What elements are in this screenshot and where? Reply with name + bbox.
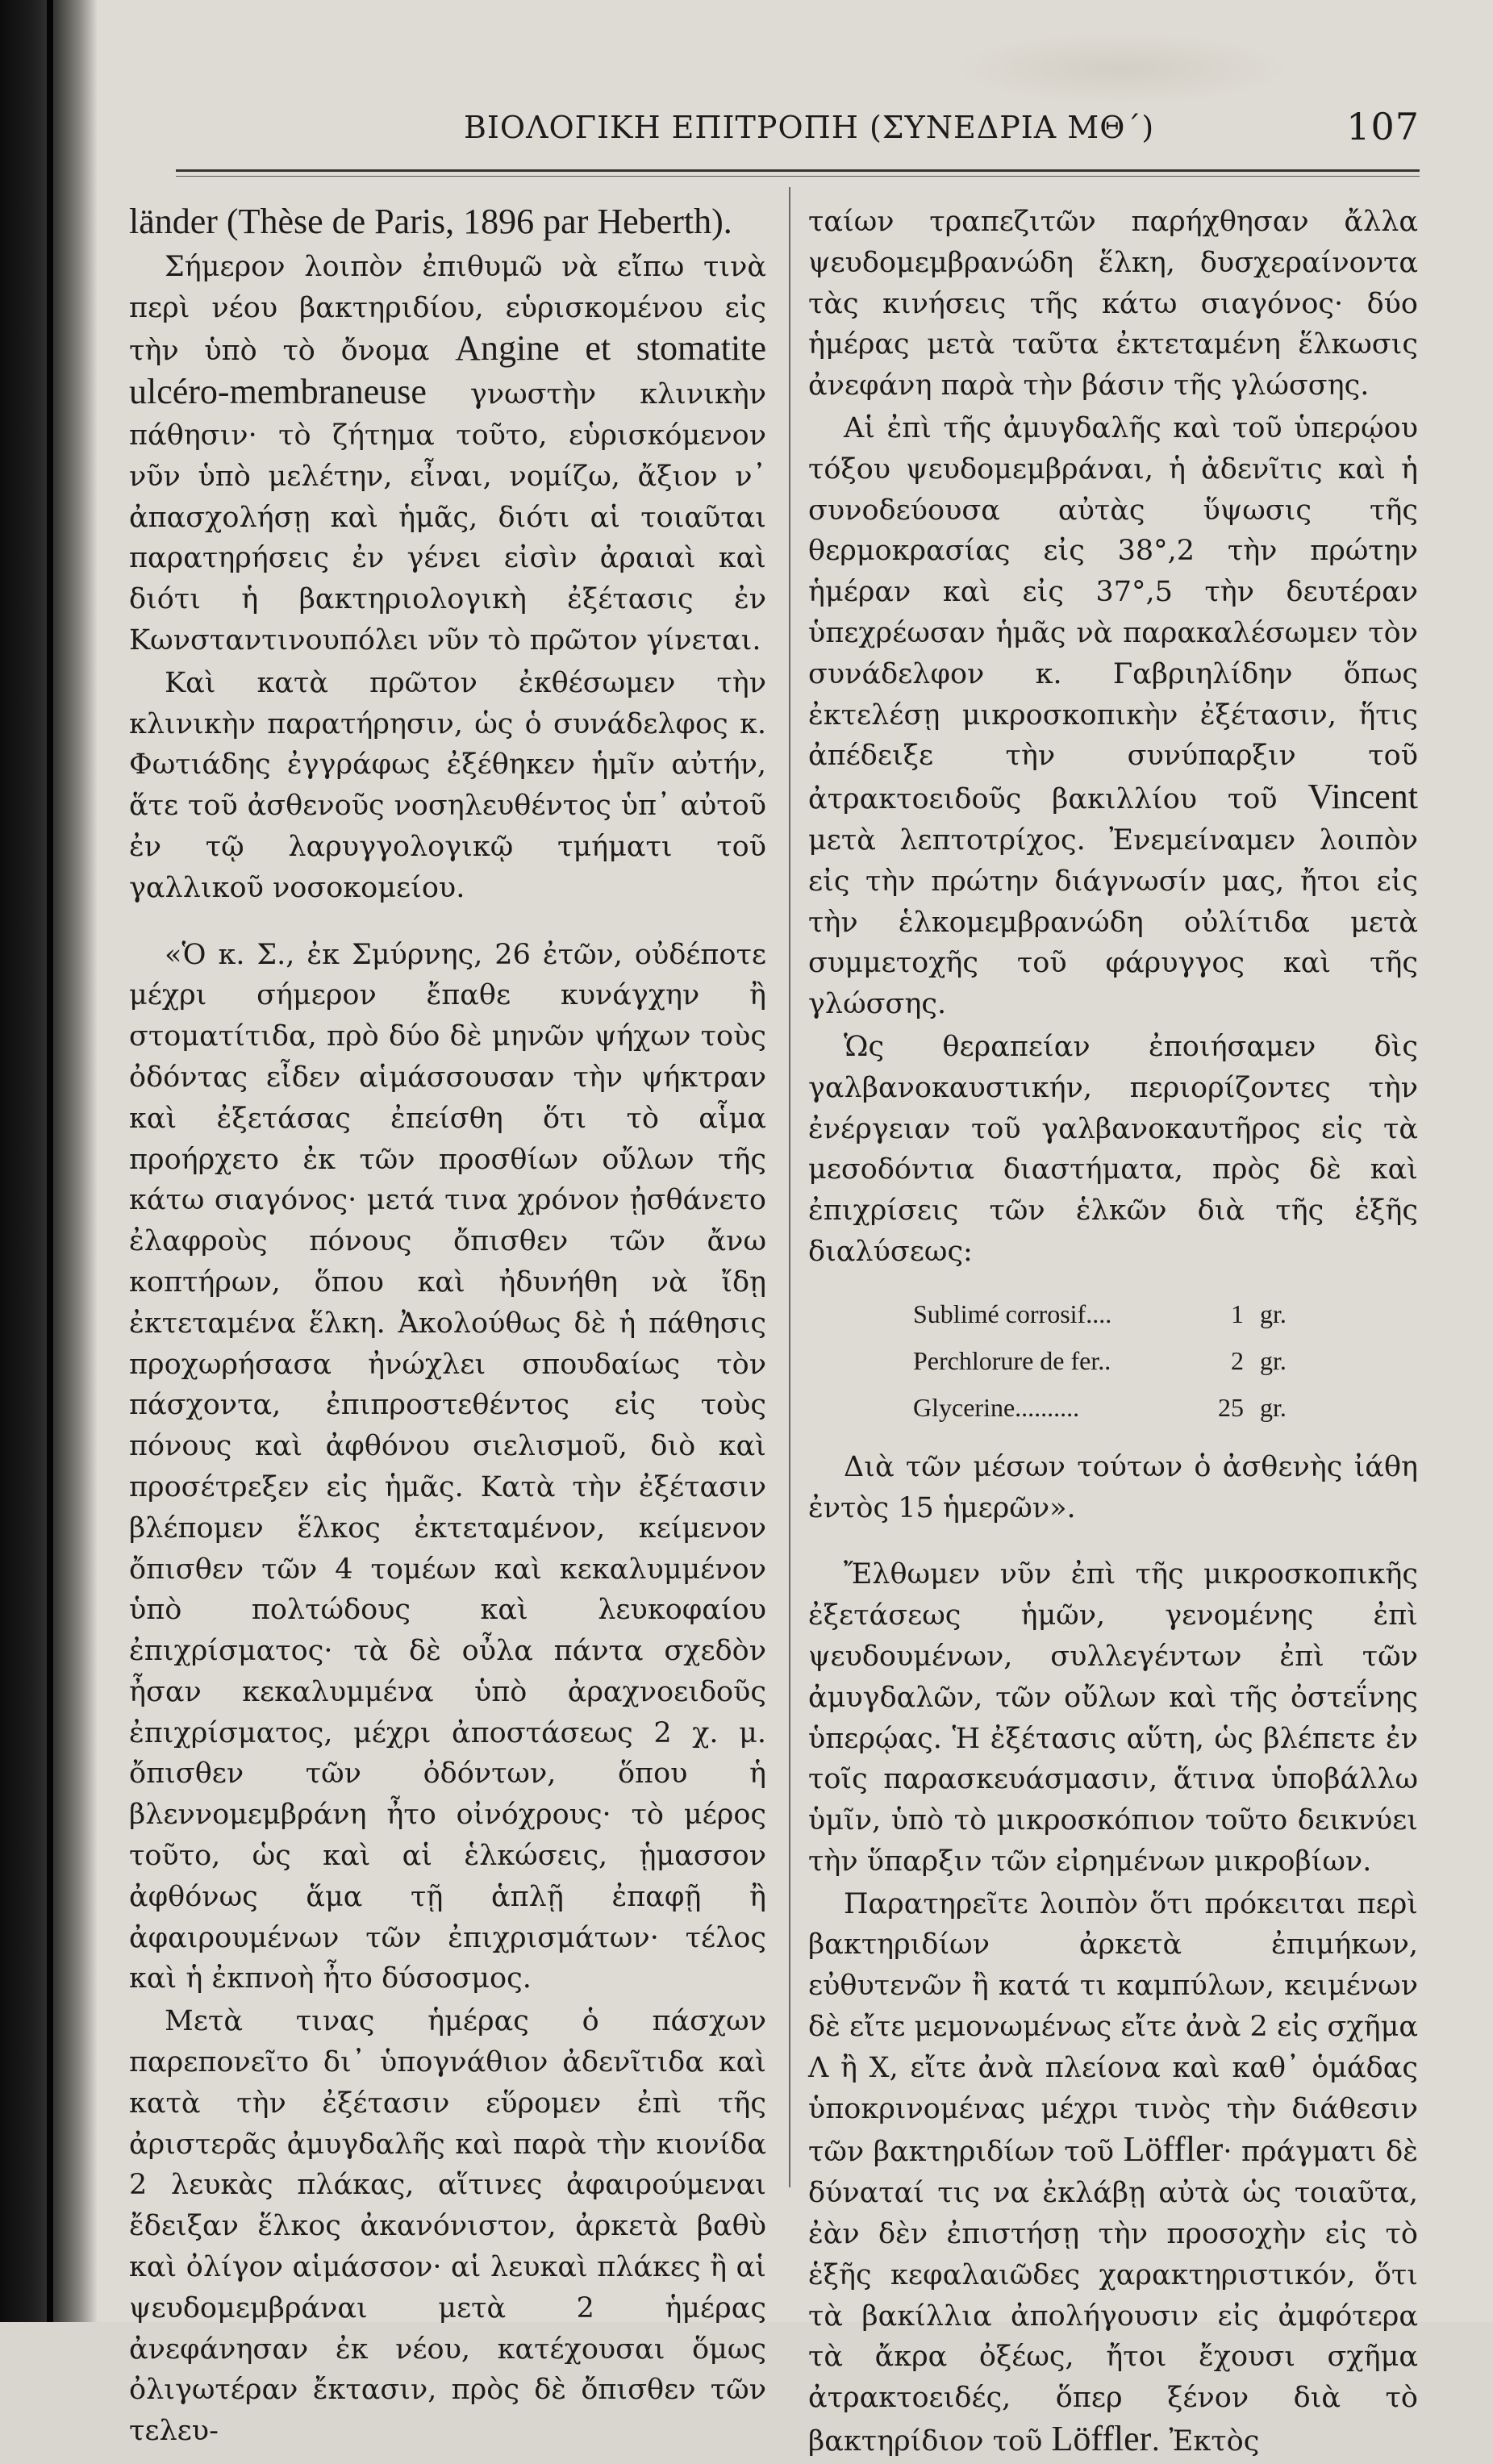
ingredient-unit: gr. <box>1260 1299 1287 1328</box>
ingredient-quantity: 2 <box>1231 1345 1244 1375</box>
text-run: μετὰ λεπτοτρίχος. Ἐνεμείναμεν λοιπὸν εἰς τὴν πρώτην διάγνωσίν μας, ἤτοι εἰς τὴν ἑλκομεμβρανώδη οὐλίτιδα μετὰ συμμετοχῆς τοῦ φάρυγγος καὶ τῆς γλώσσης. <box>808 823 1418 1021</box>
page-header <box>387 105 1420 158</box>
column-divider <box>789 187 790 2187</box>
formula-row <box>913 1384 1292 1431</box>
right-column <box>808 202 1418 2464</box>
paragraph <box>808 1884 1418 2462</box>
binding-spine <box>47 0 53 2322</box>
paragraph: Καὶ κατὰ πρῶτον ἐκθέσωμεν τὴν κλινικὴν παρατήρησιν, ὡς ὁ συνάδελφος κ. Φωτιάδης ἐγγράφως ἐξέθηκεν ἡμῖν αὐτήν, ἅτε τοῦ ἀσθενοῦς νοσηλευθέντος ὑπ᾿ αὐτοῦ ἐν τῷ λαρυγγολογικῷ τμήματι τοῦ γαλλικοῦ νοσοκομείου. <box>129 666 766 904</box>
latin-text: Löffler <box>1123 2129 1224 2170</box>
ingredient-quantity: 1 <box>1231 1299 1244 1328</box>
text-run: γνωστὴν κλινικὴν πάθησιν· τὸ ζήτημα τοῦτο, εὑρισκόμενον νῦν ὑπὸ μελέτην, εἶναι, νομίζω, ἄξιον ν᾿ ἀπασχολήσῃ καὶ ἡμᾶς, διότι αἱ τοιαῦται παρατηρήσεις ἐν γένει εἰσὶν ἀραιαὶ καὶ διότι ἡ βακτηριολογικὴ ἐξέτασις ἐν Κωνσταντινουπόλει νῦν τὸ πρῶτον γίνεται. <box>129 378 766 657</box>
formula-row <box>913 1290 1292 1337</box>
paragraph <box>129 202 766 245</box>
paragraph: ταίων τραπεζιτῶν παρήχθησαν ἄλλα ψευδομεμβρανώδη ἕλκη, δυσχεραίνοντα τὰς κινήσεις τῆς κάτω σιαγόνος· δύο ἡμέρας μετὰ ταῦτα ἐκτεταμένη ἕλκωσις ἀνεφάνη παρὰ τὴν βάσιν τῆς γλώσσης. <box>808 206 1418 402</box>
prescription-formula <box>808 1290 1418 1431</box>
ingredient-unit: gr. <box>1260 1345 1287 1375</box>
text-run: . Ἐκτὸς <box>1151 2425 1260 2458</box>
latin-text: Angine et stomatite ulcéro-membraneuse <box>129 328 766 412</box>
latin-text: Vincent <box>1307 777 1418 817</box>
paragraph: «Ὁ κ. Σ., ἐκ Σμύρνης, 26 ἐτῶν, οὐδέποτε μέχρι σήμερον ἔπαθε κυνάγχην ἢ στοματίτιδα, πρὸ δύο δὲ μηνῶν ψήχων τοὺς ὀδόντας εἶδεν αἱμάσσουσαν τὴν ψήκτραν καὶ ἐξετάσας ἐπείσθη ὅτι τὸ αἷμα προήρχετο ἐκ τῶν προσθίων οὔλων τῆς κάτω σιαγόνος· μετά τινα χρόνον ᾐσθάνετο ἐλαφροὺς πόνους ὄπισθεν τῶν ἄνω κοπτήρων, ὅπου καὶ ἠδυνήθη νὰ ἴδῃ ἐκτεταμένα ἕλκη. Ἀκολούθως δὲ ἡ πάθησις προχωρήσασα ἠνώχλει σπουδαίως τὸν πάσχοντα, ἐπιπροστεθέντος εἰς τοὺς πόνους καὶ ἀφθόνου σιελισμοῦ, διὸ καὶ προσέτρεξεν εἰς ἡμᾶς. Κατὰ τὴν ἐξέτασιν βλέπομεν ἕλκος ἐκτεταμένον, κείμενον ὄπισθεν τῶν 4 τομέων καὶ κεκαλυμμένον ὑπὸ πολτώδους καὶ λευκοφαίου ἐπιχρίσματος· τὰ δὲ οὖλα πάντα σχεδὸν ἦσαν κεκαλυμμένα ὑπὸ ἀραχνοειδοῦς ἐπιχρίσματος, μέχρι ἀποστάσεως 2 χ. μ. ὄπισθεν τῶν ὀδόντων, ὅπου ἡ βλεννομεμβράνη ἦτο οἰνόχρους· τὸ μέρος τοῦτο, ὡς καὶ αἱ ἑλκώσεις, ᾑμασσον ἀφθόνως ἅμα τῇ ἁπλῇ ἐπαφῇ ἢ ἀφαιρουμένων τῶν ἐπιχρισμάτων· τέλος καὶ ἡ ἐκπνοὴ ἦτο δύσοσμος. <box>129 938 766 1995</box>
paragraph <box>129 247 766 661</box>
paragraph: Ὡς θεραπείαν ἐποιήσαμεν δὶς γαλβανοκαυστικήν, περιορίζοντες τὴν ἐνέργειαν τοῦ γαλβανοκαυτῆρος εἰς τὰ μεσοδόντια διαστήματα, πρὸς δὲ καὶ ἐπιχρίσεις τῶν ἑλκῶν διὰ τῆς ἑξῆς διαλύσεως: <box>808 1030 1418 1268</box>
paper-stain <box>952 32 1291 105</box>
paragraph: Διὰ τῶν μέσων τούτων ὁ ἀσθενὴς ἰάθη ἐντὸς 15 ἡμερῶν». <box>808 1450 1418 1524</box>
latin-text: Löffler <box>1051 2419 1152 2459</box>
left-column <box>129 202 766 2454</box>
paragraph: Ἔλθωμεν νῦν ἐπὶ τῆς μικροσκοπικῆς ἐξετάσεως ἡμῶν, γενομένης ἐπὶ ψευδουμένων, συλλεγέντων ἐπὶ τῶν ἀμυγδαλῶν, τῶν οὔλων καὶ τῆς ὀστεΐνης ὑπερῴας. Ἡ ἐξέτασις αὕτη, ὡς βλέπετε ἐν τοῖς παρασκευάσμασιν, ἅτινα ὑποβάλλω ὑμῖν, ὑπὸ τὸ μικροσκόπιον τοῦτο δεικνύει τὴν ὕπαρξιν τῶν εἰρημένων μικροβίων. <box>808 1558 1418 1878</box>
running-title: ΒΙΟΛΟΓΙΚΗ ΕΠΙΤΡΟΠΗ (ΣΥΝΕΔΡΙΑ ΜΘ΄) <box>464 110 1155 145</box>
text-run: Παρατηρεῖτε λοιπὸν ὅτι πρόκειται περὶ βακτηριδίων ἀρκετὰ ἐπιμήκων, εὐθυτενῶν ἢ κατά τι καμπύλων, κειμένων δὲ εἴτε μεμονωμένως εἴτε ἀνὰ 2 εἰς σχῆμα Λ ἢ Χ, εἴτε ἀνὰ πλείονα καὶ καθ᾿ ὁμάδας ὑποκρινομένας μέχρι τινὸς τὴν διάθεσιν τῶν βακτηριδίων τοῦ <box>808 1887 1418 2169</box>
paragraph <box>808 408 1418 1025</box>
text-run: Σήμερον λοιπὸν ἐπιθυμῶ νὰ εἴπω τινὰ περὶ νέου βακτηριδίου, εὑρισκομένου εἰς τὴν ὑπὸ τὸ ὄνομα <box>129 250 766 368</box>
text-run: · πράγματι δὲ δύναταί τις να ἐκλάβῃ αὐτὰ ὡς τοιαῦτα, ἐὰν δὲν ἐπιστήσῃ τὴν προσοχὴν εἰς τὸ ἑξῆς κεφαλαιῶδες χαρακτηριστικόν, ὅτι τὰ βακίλλια ἀπολήγουσιν εἰς ἀμφότερα τὰ ἄκρα ὀξέως, ἤτοι ἔχουσι σχῆμα ἀτρακτοειδές, ὅπερ ξένον διὰ τὸ βακτηρίδιον τοῦ <box>808 2136 1418 2458</box>
paragraph: Μετὰ τινας ἡμέρας ὁ πάσχων παρεπονεῖτο δι᾿ ὑπογνάθιον ἀδενῖτιδα καὶ κατὰ τὴν ἐξέτασιν εὕρομεν ἐπὶ τῆς ἀριστερᾶς ἀμυγδαλῆς καὶ παρὰ τὴν κιονίδα 2 λευκὰς πλάκας, αἵτινες ἀφαιρούμεναι ἔδειξαν ἕλκος ἀκανόνιστον, ἀρκετὰ βαθὺ καὶ ὀλίγον αἱμάσσον· αἱ λευκαὶ πλάκες ἢ αἱ ψευδομεμβράναι μετὰ 2 ἡμέρας ἀνεφάνησαν ἐκ νέου, κατέχουσαι ὅμως ὀλιγωτέραν ἔκτασιν, πρὸς δὲ ὄπισθεν τῶν τελευ- <box>129 2005 766 2448</box>
ingredient-quantity: 25 <box>1218 1392 1244 1422</box>
spacer <box>129 911 766 935</box>
header-rule-thin <box>176 176 1420 177</box>
spacer <box>808 1530 1418 1554</box>
latin-text: länder (Thèse de Paris, 1896 par Heberth). <box>129 202 732 241</box>
ingredient-name: Sublimé corrosif.... <box>913 1299 1112 1328</box>
formula-row <box>913 1337 1292 1384</box>
ingredient-unit: gr. <box>1260 1392 1287 1422</box>
text-run: Αἱ ἐπὶ τῆς ἀμυγδαλῆς καὶ τοῦ ὑπερῴου τόξου ψευδομεμβράναι, ἡ ἀδενῖτις καὶ ἡ συνοδεύουσα αὐτὰς ὕψωσις τῆς θερμοκρασίας εἰς 38°,2 τὴν πρώτην ἡμέραν καὶ εἰς 37°,5 τὴν δευτέραν ὑπεχρέωσαν ἡμᾶς νὰ παρακαλέσωμεν τὸν συνάδελφον κ. Γαβριηλίδην ὅπως ἐκτελέσῃ μικροσκοπικὴν ἐξέτασιν, ἥτις ἀπέδειξε τὴν συνύπαρξιν τοῦ ἀτρακτοειδοῦς βακιλλίου τοῦ <box>808 411 1418 816</box>
book-binding-gutter <box>0 0 97 2322</box>
page-number: 107 <box>1346 105 1420 148</box>
header-rule <box>176 169 1420 172</box>
ingredient-name: Perchlorure de fer.. <box>913 1345 1111 1375</box>
ingredient-name: Glycerine.......... <box>913 1392 1080 1422</box>
